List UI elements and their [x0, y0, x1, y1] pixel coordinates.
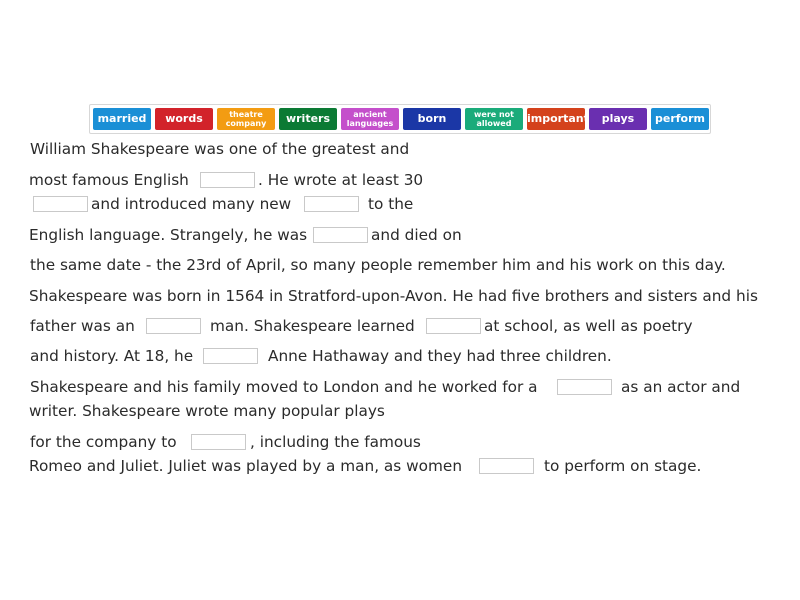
answer-blank-5[interactable]	[146, 318, 201, 334]
answer-blank-8[interactable]	[557, 379, 612, 395]
word-chip-born[interactable]: born	[403, 108, 461, 130]
passage-text: English language. Strangely, he was	[29, 226, 308, 244]
passage-text: Anne Hathaway and they had three children.	[268, 347, 612, 365]
answer-blank-2[interactable]	[33, 196, 88, 212]
passage-text: most famous English	[29, 171, 189, 189]
answer-blank-4[interactable]	[313, 227, 368, 243]
passage-text: William Shakespeare was one of the greatest and	[30, 140, 410, 158]
passage-text: writer. Shakespeare wrote many popular plays	[29, 402, 385, 420]
word-bank	[89, 104, 711, 134]
passage-text: the same date - the 23rd of April, so many people remember him and his work on this day.	[30, 256, 726, 274]
passage-text: . He wrote at least 30	[258, 171, 424, 189]
passage-text: man. Shakespeare learned	[210, 317, 415, 335]
passage-text: at school, as well as poetry	[484, 317, 693, 335]
passage-text: Romeo and Juliet. Juliet was played by a man, as women	[29, 457, 463, 475]
answer-blank-9[interactable]	[191, 434, 246, 450]
answer-blank-10[interactable]	[479, 458, 534, 474]
word-chip-words[interactable]: words	[155, 108, 213, 130]
word-chip-ancient-languages[interactable]: ancient languages	[341, 108, 399, 130]
passage-text: Shakespeare and his family moved to London and he worked for a	[30, 378, 538, 396]
passage-text: and history. At 18, he	[30, 347, 194, 365]
word-chip-plays[interactable]: plays	[589, 108, 647, 130]
passage-text: , including the famous	[250, 433, 421, 451]
passage-text: and died on	[371, 226, 462, 244]
passage-text: for the company to	[30, 433, 177, 451]
word-chip-important[interactable]: important	[527, 108, 585, 130]
word-chip-theatre-company[interactable]: theatre company	[217, 108, 275, 130]
answer-blank-7[interactable]	[203, 348, 258, 364]
passage-text: as an actor and	[621, 378, 741, 396]
passage-text: and introduced many new	[91, 195, 292, 213]
word-chip-writers[interactable]: writers	[279, 108, 337, 130]
passage-text: to perform on stage.	[544, 457, 702, 475]
passage-text: father was an	[30, 317, 135, 335]
passage-text: Shakespeare was born in 1564 in Stratford-upon-Avon. He had five brothers and sisters and his	[29, 287, 758, 305]
answer-blank-3[interactable]	[304, 196, 359, 212]
word-chip-perform[interactable]: perform	[651, 108, 709, 130]
answer-blank-6[interactable]	[426, 318, 481, 334]
answer-blank-1[interactable]	[200, 172, 255, 188]
passage-text: to the	[368, 195, 414, 213]
word-chip-married[interactable]: married	[93, 108, 151, 130]
word-chip-were-not-allowed[interactable]: were not allowed	[465, 108, 523, 130]
